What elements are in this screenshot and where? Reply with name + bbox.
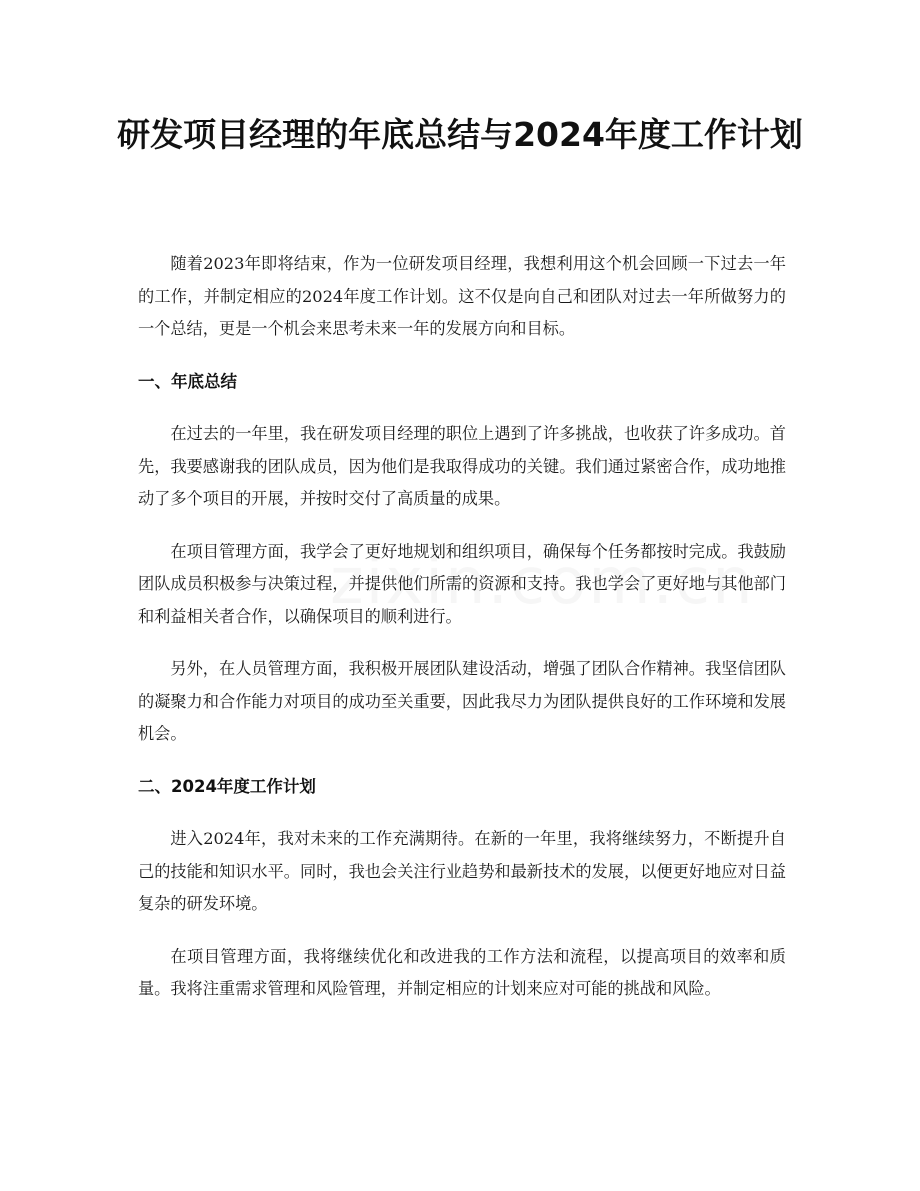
section-heading-summary: 一、年底总结 — [138, 371, 237, 391]
summary-paragraph: 另外，在人员管理方面，我积极开展团队建设活动，增强了团队合作精神。我坚信团队的凝聚力和合作能力对项目的成功至关重要，因此我尽力为团队提供良好的工作环境和发展机会。 — [138, 659, 786, 743]
plan-paragraph: 进入2024年，我对未来的工作充满期待。在新的一年里，我将继续努力，不断提升自己的技能和知识水平。同时，我也会关注行业趋势和最新技术的发展，以便更好地应对日益复杂的研发环境。 — [138, 829, 786, 913]
summary-paragraph: 在过去的一年里，我在研发项目经理的职位上遇到了许多挑战，也收获了许多成功。首先，我要感谢我的团队成员，因为他们是我取得成功的关键。我们通过紧密合作，成功地推动了多个项目的开展，并按时交付了高质量的成果。 — [138, 424, 786, 508]
intro-paragraph: 随着2023年即将结束，作为一位研发项目经理，我想利用这个机会回顾一下过去一年的工作，并制定相应的2024年度工作计划。这不仅是向自己和团队对过去一年所做努力的一个总结，更是一个机会来思考未来一年的发展方向和目标。 — [138, 254, 786, 338]
document-body — [138, 248, 786, 1026]
summary-paragraph: 在项目管理方面，我学会了更好地规划和组织项目，确保每个任务都按时完成。我鼓励团队成员积极参与决策过程，并提供他们所需的资源和支持。我也学会了更好地与其他部门和利益相关者合作，以确保项目的顺利进行。 — [138, 541, 786, 626]
section-heading-plan: 二、2024年度工作计划 — [138, 776, 316, 796]
document-title: 研发项目经理的年底总结与2024年度工作计划 — [117, 115, 803, 154]
plan-paragraph: 在项目管理方面，我将继续优化和改进我的工作方法和流程，以提高项目的效率和质量。我将注重需求管理和风险管理，并制定相应的计划来应对可能的挑战和风险。 — [138, 946, 786, 998]
